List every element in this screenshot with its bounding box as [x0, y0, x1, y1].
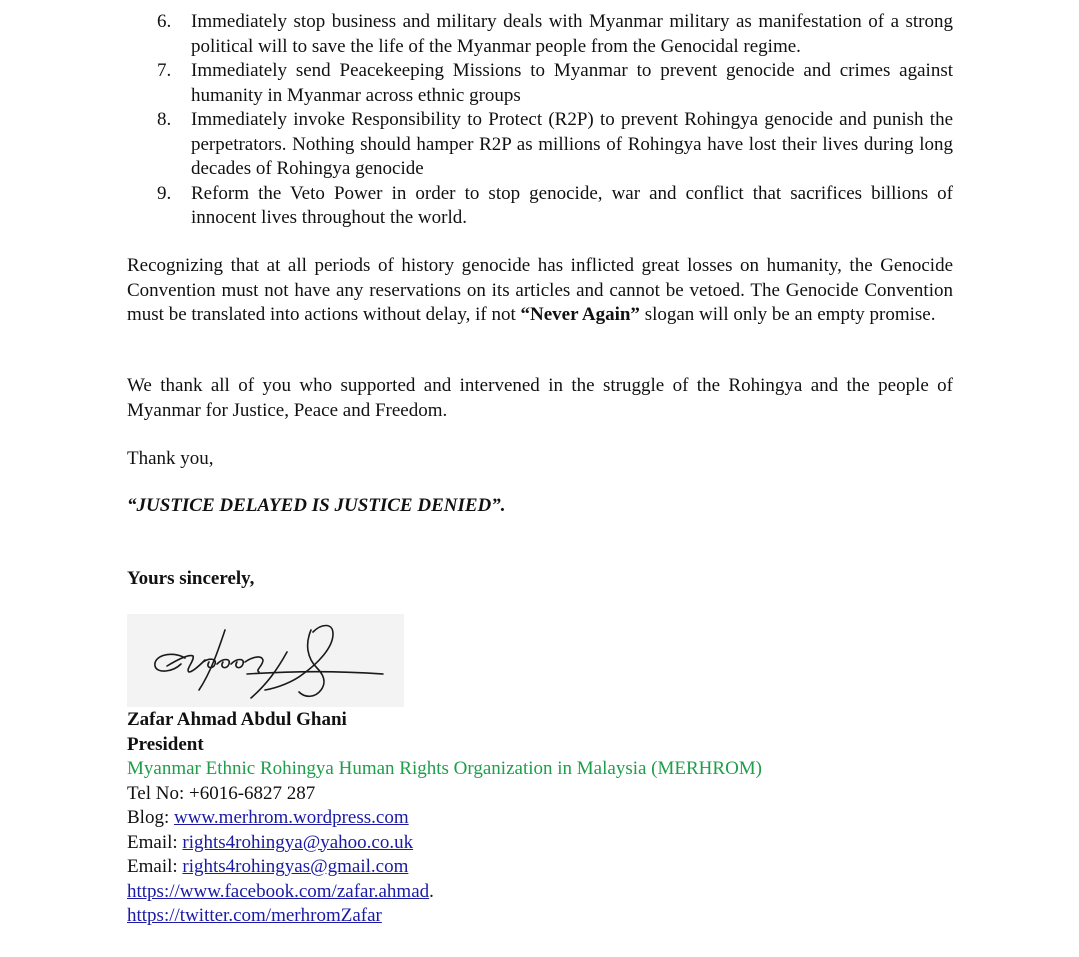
- demands-list: [127, 10, 953, 231]
- demand-text: Immediately stop business and military deals with Myanmar military as manifestation of a strong political will to save the life of the Myanmar people from the Genocidal regime.: [191, 11, 953, 57]
- twitter-line: [127, 904, 1027, 929]
- slogan: “JUSTICE DELAYED IS JUSTICE DENIED”.: [127, 495, 506, 516]
- email-label: Email:: [127, 831, 183, 853]
- twitter-link[interactable]: https://twitter.com/merhromZafar: [127, 905, 382, 926]
- signatory-name: Zafar Ahmad Abdul Ghani: [127, 709, 347, 730]
- demand-item: [127, 59, 953, 108]
- demand-number: 8.: [157, 109, 172, 130]
- demand-item: [127, 10, 953, 59]
- blog-link[interactable]: www.merhrom.wordpress.com: [173, 807, 409, 828]
- signatory-block: [127, 708, 1027, 929]
- email-line: [127, 855, 1027, 880]
- never-again-emphasis: “Never Again”: [520, 304, 640, 325]
- facebook-link[interactable]: https://www.facebook.com/zafar.ahmad: [127, 880, 430, 902]
- genocide-paragraph-text: Recognizing that at all periods of history genocide has inflicted great losses on humanity, the Genocide Convention must not have any reservations on its articles and cannot be vetoed. The Genocide Convention must be translated into actions without delay, if not: [127, 255, 953, 325]
- facebook-line: [127, 880, 1027, 905]
- closing: Yours sincerely,: [127, 568, 255, 589]
- demand-number: 9.: [157, 182, 172, 204]
- telephone: Tel No: +6016-6827 287: [127, 782, 316, 804]
- thanks-paragraph: We thank all of you who supported and intervened in the struggle of the Rohingya and the people of Myanmar for Justice, Peace and Freedom.: [127, 375, 953, 421]
- email-label: Email:: [127, 856, 183, 877]
- demand-number: 6.: [157, 11, 172, 32]
- signatory-title: President: [127, 733, 204, 755]
- handwritten-signature: [127, 614, 404, 707]
- facebook-trailing-period: .: [429, 880, 434, 902]
- demand-text: Immediately send Peacekeeping Missions to Myanmar to prevent genocide and crimes against humanity in Myanmar across ethnic groups: [191, 60, 953, 106]
- blog-label: Blog:: [127, 807, 174, 828]
- blog-line: [127, 806, 1027, 831]
- demand-item: [127, 182, 953, 231]
- signature-image: [127, 614, 404, 707]
- demand-item: [127, 108, 953, 182]
- email-link-yahoo[interactable]: rights4rohingya@yahoo.co.uk: [182, 831, 414, 853]
- demand-number: 7.: [157, 60, 172, 81]
- email-line: [127, 831, 1027, 856]
- email-link-gmail[interactable]: rights4rohingyas@gmail.com: [182, 856, 409, 877]
- organization-name: Myanmar Ethnic Rohingya Human Rights Organization in Malaysia (MERHROM): [127, 758, 763, 779]
- thank-you-line: Thank you,: [127, 448, 214, 469]
- genocide-paragraph-ending: slogan will only be an empty promise.: [639, 304, 936, 325]
- demand-text: Reform the Veto Power in order to stop genocide, war and conflict that sacrifices billions of innocent lives throughout the world.: [191, 182, 953, 228]
- genocide-convention-paragraph: [127, 254, 953, 328]
- demand-text: Immediately invoke Responsibility to Protect (R2P) to prevent Rohingya genocide and punish the perpetrators. Nothing should hamper R2P as millions of Rohingya have lost their lives during long decades of Rohingya genocide: [191, 109, 953, 179]
